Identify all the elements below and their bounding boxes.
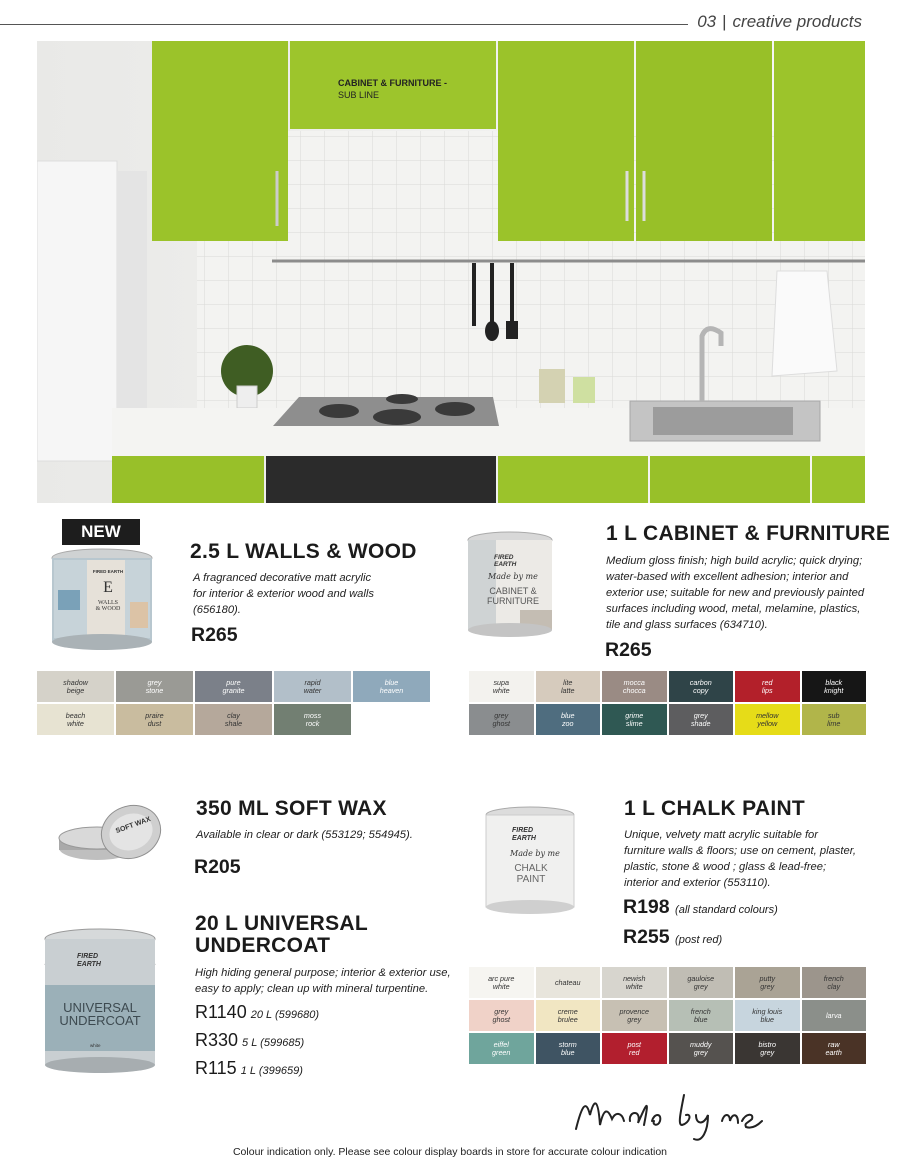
swatch-label <box>225 712 242 728</box>
color-swatch <box>469 967 534 998</box>
undercoat-description <box>195 965 465 997</box>
chalk-desc-line: Unique, velvety matt acrylic suitable for <box>624 829 818 841</box>
header-separator: | <box>722 12 727 31</box>
color-swatch <box>195 671 272 702</box>
walls-wood-desc-line: A fragranced decorative matt acrylic <box>193 572 372 584</box>
chalk-price-post-red <box>623 926 722 949</box>
swatch-label-line: mocca <box>623 677 645 687</box>
undercoat-price-value: R1140 <box>195 1002 247 1022</box>
swatch-label-line: newish <box>623 973 646 983</box>
soft-wax-tin-image <box>55 800 170 870</box>
cabinet-can-image <box>460 530 560 640</box>
color-swatch <box>353 671 430 702</box>
swatch-label-line: blue <box>560 1047 575 1057</box>
swatch-label <box>492 712 510 728</box>
color-swatch <box>735 1000 800 1031</box>
swatch-label <box>752 1008 782 1024</box>
cabinet-desc-line: surfaces including wood, metal, melamine, plastics, <box>606 603 861 615</box>
swatch-label-line: chocca <box>622 685 646 695</box>
swatch-label-line: granite <box>222 685 245 695</box>
swatch-label <box>690 1041 712 1057</box>
color-swatch <box>802 967 867 998</box>
color-swatch <box>735 967 800 998</box>
color-swatch <box>536 704 601 735</box>
swatch-label <box>623 679 646 695</box>
swatch-label-line: beige <box>66 685 85 695</box>
swatch-label-line: grey <box>693 710 708 720</box>
swatch-label <box>146 679 164 695</box>
chalk-can-name1: CHALK <box>514 863 548 874</box>
swatch-label-line: lips <box>761 685 773 695</box>
swatch-label-line: provence <box>619 1006 650 1016</box>
new-badge: NEW <box>62 519 140 545</box>
walls-wood-swatch-grid <box>37 671 430 735</box>
swatch-label-line: post <box>627 1039 642 1049</box>
swatch-label <box>627 1041 641 1057</box>
chalk-can-brand: FIRED EARTH <box>512 827 536 842</box>
swatch-label-line: grey <box>693 981 708 991</box>
swatch-label <box>687 975 714 991</box>
undercoat-title <box>195 913 368 957</box>
swatch-label-line: shale <box>224 718 243 728</box>
swatch-label-line: grey <box>147 677 162 687</box>
color-swatch <box>735 671 800 702</box>
swatch-label-line: red <box>762 677 773 687</box>
swatch-label <box>66 712 86 728</box>
color-swatch <box>602 1033 667 1064</box>
color-swatch <box>602 671 667 702</box>
header-rule <box>0 24 688 25</box>
swatch-label-line: grey <box>494 1006 509 1016</box>
cabinet-desc-line: exterior use; suitable for new and previously painted <box>606 587 865 599</box>
chalk-desc-line: furniture walls & floors; use on cement, plaster, <box>624 845 856 857</box>
undercoat-price-note: 5 L (599685) <box>242 1037 305 1049</box>
swatch-label-line: rock <box>305 718 320 728</box>
color-swatch <box>536 1000 601 1031</box>
chalk-price-standard-note: (all standard colours) <box>675 904 778 916</box>
undercoat-price-value: R115 <box>195 1058 237 1078</box>
swatch-label-line: grey <box>760 981 775 991</box>
swatch-label-line: shade <box>690 718 711 728</box>
swatch-label-line: praire <box>145 710 164 720</box>
cabinet-can-graphic <box>460 530 560 640</box>
color-swatch <box>802 1033 867 1064</box>
swatch-label <box>619 1008 649 1024</box>
color-swatch <box>469 1000 534 1031</box>
swatch-label-line: supa <box>493 677 510 687</box>
color-swatch <box>735 1033 800 1064</box>
swatch-label-line: king louis <box>752 1006 783 1016</box>
footer-disclaimer: Colour indication only. Please see colour display boards in store for accurate colour indication <box>232 1146 668 1158</box>
color-swatch <box>116 671 193 702</box>
soft-wax-price: R205 <box>194 856 241 878</box>
swatch-label-line: ghost <box>492 1014 511 1024</box>
walls-wood-can-image <box>40 546 165 656</box>
color-swatch <box>669 1033 734 1064</box>
color-swatch <box>802 704 867 735</box>
color-swatch <box>669 1000 734 1031</box>
swatch-label-line: grey <box>693 1047 708 1057</box>
soft-wax-tin-label: SOFT WAX <box>114 815 152 836</box>
color-swatch <box>274 671 351 702</box>
walls-wood-can-letter: E <box>103 579 113 596</box>
swatch-label <box>826 1041 842 1057</box>
chalk-paint-description <box>624 827 884 891</box>
color-swatch <box>735 704 800 735</box>
color-swatch <box>274 704 351 735</box>
swatch-label-line: storm <box>558 1039 577 1049</box>
swatch-label-line: water <box>303 685 322 695</box>
swatch-label <box>691 712 711 728</box>
cabinet-desc-line: tile and glass surfaces (634710). <box>606 619 768 631</box>
page-number: 03 <box>697 12 717 31</box>
swatch-label-line: yellow <box>757 718 778 728</box>
swatch-label <box>555 979 581 987</box>
swatch-label-line: white <box>492 981 510 991</box>
swatch-label-line: creme <box>557 1006 578 1016</box>
hero-label-line2: SUB LINE <box>338 90 380 100</box>
soft-wax-description: Available in clear or dark (553129; 554945). <box>196 829 413 841</box>
cabinet-desc-line: water-based with excellent adhesion; interior and <box>606 571 849 583</box>
undercoat-can-name <box>47 1001 153 1027</box>
made-by-me-signature <box>572 1085 782 1145</box>
swatch-label-line: green <box>492 1047 511 1057</box>
undercoat-price-20l <box>195 1002 319 1023</box>
swatch-label-line: clay <box>827 981 841 991</box>
walls-wood-price: R265 <box>191 624 238 646</box>
walls-wood-can-brand: FIRED EARTH <box>92 569 124 574</box>
swatch-label <box>759 975 775 991</box>
hero-label-line1: CABINET & FURNITURE - <box>338 78 447 88</box>
swatch-label-line: grey <box>760 1047 775 1057</box>
swatch-label-line: red <box>629 1047 640 1057</box>
swatch-label <box>758 1041 776 1057</box>
swatch-label <box>690 679 712 695</box>
color-swatch <box>37 704 114 735</box>
walls-wood-can-name1: WALLS <box>98 600 118 606</box>
swatch-label <box>63 679 88 695</box>
swatch-label-line: white <box>625 981 643 991</box>
walls-wood-title: 2.5 L WALLS & WOOD <box>190 540 417 563</box>
chalk-price-standard <box>623 896 778 919</box>
undercoat-can-brand: FIRED EARTH <box>77 953 101 968</box>
cabinet-can-name <box>480 586 546 606</box>
cabinet-description <box>606 553 876 633</box>
swatch-label <box>824 975 844 991</box>
walls-wood-can-name2: & WOOD <box>95 606 121 612</box>
swatch-label-line: mellow <box>756 710 779 720</box>
swatch-label-line: black <box>825 677 843 687</box>
undercoat-title-line1: 20 L UNIVERSAL <box>195 912 369 935</box>
swatch-label-line: blue <box>384 677 399 687</box>
swatch-label <box>691 1008 711 1024</box>
swatch-label <box>380 679 404 695</box>
swatch-label-line: french <box>823 973 844 983</box>
page-header <box>697 12 862 32</box>
swatch-label <box>304 679 322 695</box>
swatch-label-line: heaven <box>379 685 404 695</box>
chalk-price-standard-value: R198 <box>623 896 670 918</box>
undercoat-price-note: 1 L (399659) <box>240 1065 303 1077</box>
swatch-label-line: moss <box>303 710 322 720</box>
swatch-label-line: grime <box>625 710 644 720</box>
undercoat-price-value: R330 <box>195 1030 239 1050</box>
swatch-label-line: carbon <box>689 677 712 687</box>
walls-wood-can-name <box>88 600 128 612</box>
chalk-can-name <box>500 863 562 885</box>
swatch-label <box>488 975 514 991</box>
undercoat-can-name1: UNIVERSAL <box>63 1000 137 1015</box>
cabinet-price: R265 <box>605 639 652 661</box>
chalk-can-script: Made by me <box>510 849 560 858</box>
undercoat-price-5l <box>195 1030 304 1051</box>
swatch-label-line: clay <box>227 710 240 720</box>
undercoat-price-note: 20 L (599680) <box>250 1009 320 1021</box>
hero-label <box>338 77 447 101</box>
section-title: creative products <box>732 12 862 31</box>
swatch-label-line: grey <box>494 710 509 720</box>
color-swatch <box>669 967 734 998</box>
swatch-label-line: brulee <box>557 1014 578 1024</box>
color-swatch <box>195 704 272 735</box>
color-swatch <box>602 967 667 998</box>
swatch-label <box>559 1041 577 1057</box>
kitchen-hero-image <box>37 41 865 503</box>
swatch-label-line: sub <box>827 710 840 720</box>
swatch-label-line: blue <box>693 1014 708 1024</box>
swatch-label-line: larva <box>825 1010 842 1020</box>
swatch-label <box>762 679 773 695</box>
swatch-label-line: rapid <box>304 677 321 687</box>
swatch-label-line: knight <box>824 685 844 695</box>
chalk-paint-can-image <box>480 805 580 917</box>
swatch-label-line: white <box>492 685 510 695</box>
color-swatch <box>469 704 534 735</box>
cabinet-title: 1 L CABINET & FURNITURE <box>606 522 891 545</box>
signature-graphic <box>572 1085 782 1145</box>
swatch-label-line: muddy <box>689 1039 712 1049</box>
swatch-label-line: arc pure <box>488 973 515 983</box>
swatch-label-line: french <box>690 1006 711 1016</box>
soft-wax-title: 350 ML SOFT WAX <box>196 797 387 820</box>
cabinet-desc-line: Medium gloss finish; high build acrylic; quick drying; <box>606 555 863 567</box>
swatch-label-line: gauloise <box>687 973 715 983</box>
swatch-label <box>223 679 245 695</box>
cabinet-can-script: Made by me <box>488 572 538 581</box>
walls-wood-desc-line: (656180). <box>193 604 241 616</box>
swatch-label-line: ghost <box>492 718 511 728</box>
swatch-label-line: stone <box>145 685 164 695</box>
color-swatch <box>536 1033 601 1064</box>
cabinet-can-name2: FURNITURE <box>487 596 539 606</box>
undercoat-can-image <box>35 925 165 1075</box>
swatch-label <box>304 712 321 728</box>
chalk-can-name2: PAINT <box>516 874 546 885</box>
swatch-label-line: lime <box>827 718 841 728</box>
swatch-label-line: blue <box>560 710 575 720</box>
swatch-label <box>623 975 645 991</box>
swatch-label-line: shadow <box>63 677 88 687</box>
undercoat-price-1l <box>195 1058 303 1079</box>
chalk-desc-line: interior and exterior (553110). <box>624 877 771 889</box>
chalk-paint-can-graphic <box>480 805 580 917</box>
swatch-label-line: blue <box>760 1014 775 1024</box>
swatch-label-line: latte <box>560 685 575 695</box>
walls-wood-desc-line: for interior & exterior wood and walls <box>193 588 374 600</box>
chalk-desc-line: plastic, stone & wood ; glass & lead-free; <box>624 861 827 873</box>
chalk-paint-title: 1 L CHALK PAINT <box>624 797 806 820</box>
color-swatch <box>802 671 867 702</box>
swatch-label <box>493 679 510 695</box>
swatch-label-line: white <box>67 718 84 728</box>
walls-wood-description <box>193 570 423 618</box>
undercoat-desc-line: High hiding general purpose; interior & exterior use, <box>195 967 451 979</box>
swatch-label <box>827 712 840 728</box>
undercoat-can-sub: white <box>90 1043 101 1048</box>
kitchen-illustration <box>37 41 865 503</box>
swatch-label-line: eiffel <box>493 1039 509 1049</box>
swatch-label-line: lite <box>563 677 573 687</box>
swatch-label <box>492 1008 510 1024</box>
undercoat-desc-line: easy to apply; clean up with mineral turpentine. <box>195 983 429 995</box>
swatch-label-line: bistro <box>758 1039 777 1049</box>
swatch-label-line: grey <box>627 1014 642 1024</box>
swatch-label <box>145 712 163 728</box>
swatch-label-line: zoo <box>561 718 574 728</box>
color-swatch <box>602 704 667 735</box>
color-swatch <box>802 1000 867 1031</box>
chalk-price-post-red-note: (post red) <box>675 934 723 946</box>
swatch-label-line: slime <box>625 718 643 728</box>
swatch-label <box>756 712 778 728</box>
swatch-label-line: raw <box>827 1039 840 1049</box>
swatch-label-line: earth <box>825 1047 842 1057</box>
color-swatch <box>37 671 114 702</box>
color-swatch <box>116 704 193 735</box>
chalk-swatch-grid <box>469 967 866 1064</box>
swatch-label-line: dust <box>147 718 162 728</box>
swatch-label <box>561 679 575 695</box>
swatch-label <box>826 1012 842 1020</box>
cabinet-can-name1: CABINET & <box>489 586 537 596</box>
color-swatch <box>669 671 734 702</box>
cabinet-can-brand: FIRED EARTH <box>494 554 517 568</box>
color-swatch <box>536 967 601 998</box>
color-swatch <box>602 1000 667 1031</box>
swatch-label-line: putty <box>759 973 776 983</box>
swatch-label <box>625 712 643 728</box>
undercoat-can-name2: UNDERCOAT <box>59 1013 141 1028</box>
swatch-label <box>492 1041 510 1057</box>
swatch-label-line: copy <box>693 685 709 695</box>
swatch-label-line: pure <box>226 677 241 687</box>
color-swatch <box>669 704 734 735</box>
soft-wax-tin-graphic <box>55 800 170 870</box>
swatch-label <box>824 679 843 695</box>
color-swatch <box>469 1033 534 1064</box>
swatch-label <box>558 1008 578 1024</box>
color-swatch <box>536 671 601 702</box>
swatch-label-line: beach <box>65 710 86 720</box>
undercoat-title-line2: UNDERCOAT <box>195 934 331 957</box>
swatch-label-line: chateau <box>554 977 581 987</box>
color-swatch <box>469 671 534 702</box>
chalk-price-post-red-value: R255 <box>623 926 670 948</box>
swatch-label <box>561 712 575 728</box>
cabinet-swatch-grid <box>469 671 866 735</box>
